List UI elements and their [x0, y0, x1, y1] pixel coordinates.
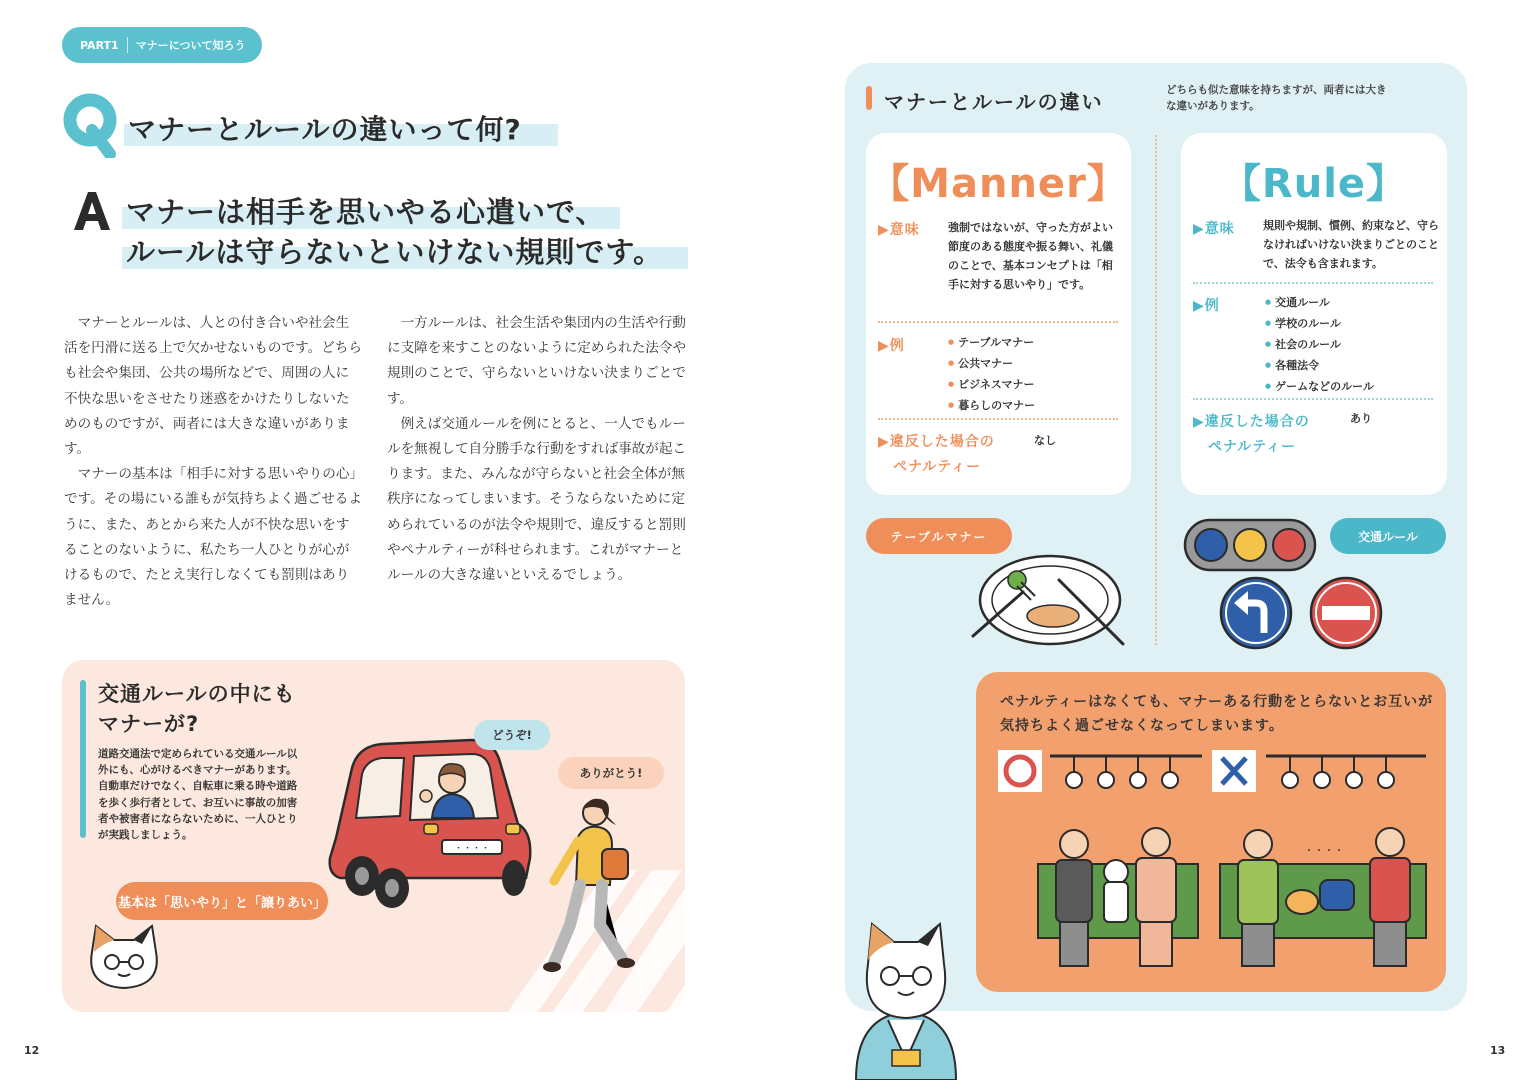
list-item: ● ビジネスマナー	[948, 375, 1035, 396]
manner-divider	[878, 321, 1118, 323]
a-mark-icon	[72, 190, 112, 232]
part-divider	[127, 37, 128, 53]
list-item: ● 社会のルール	[1265, 335, 1374, 356]
manner-penalty-label-2: ペナルティー	[893, 459, 982, 475]
bad-manner-train-illustration	[1210, 748, 1436, 974]
manner-example-label: ▶例	[878, 338, 905, 354]
center-dotted-divider	[1155, 135, 1157, 645]
answer-line-2: ルールは守らないといけない規則です。	[126, 235, 664, 269]
body-paragraph: マナーの基本は「相手に対する思いやりの心」です。その場にいる誰もが気持ちよく過ごせるように、また、あとから来た人が不快な思いをすることのないように、私たち一人ひとりが心がけるもので、たとえ実行しなくても罰則はありません。	[64, 466, 362, 609]
speech-bubble-driver: どうぞ!	[474, 720, 550, 750]
list-item: ● 学校のルール	[1265, 314, 1374, 335]
rule-heading: 【Rule】	[1220, 161, 1408, 207]
comparison-note: どちらも似た意味を持ちますが、両者には大きな違いがあります。	[1166, 84, 1387, 112]
list-item: ● 公共マナー	[948, 354, 1035, 375]
rule-penalty-label-1: ▶違反した場合の	[1193, 414, 1310, 430]
manner-example-list	[948, 333, 1035, 417]
traffic-rule-bubble: 交通ルール	[1330, 518, 1446, 554]
traffic-panel-accent-bar	[80, 680, 86, 838]
body-paragraph: 例えば交通ルールを例にとると、一人でもルールを無視して自分勝手な行動をすれば事故が起こります。また、みんなが守らないと社会全体が無秩序になってしまいます。そうならないために定められているのが法令や規則で、違反すると罰則やペナルティーが科せられます。これがマナーとルールの大きな違いといえるでしょう。	[387, 415, 687, 584]
table-manner-bubble: テーブルマナー	[866, 518, 1012, 554]
part-label: PART1	[80, 38, 119, 52]
page-number-left: 12	[24, 1044, 40, 1057]
question-title: マナーとルールの違いって何?	[128, 113, 522, 146]
rule-meaning-text: 規則や規制、慣例、約束など、守らなければいけない決まりごとのことで、法令も含まれます。	[1263, 219, 1439, 270]
good-manner-train-illustration	[996, 748, 1210, 974]
rule-example-list	[1265, 293, 1374, 398]
rule-meaning-label: ▶意味	[1193, 221, 1235, 237]
body-column-2	[387, 311, 689, 588]
walking-woman-illustration	[540, 795, 640, 975]
speech-bubble-walker: ありがとう!	[558, 757, 664, 789]
manner-penalty-label-1: ▶違反した場合の	[878, 434, 995, 450]
list-item: ● 交通ルール	[1265, 293, 1374, 314]
manner-penalty-value: なし	[1034, 434, 1056, 447]
turn-left-sign-icon	[1218, 575, 1294, 651]
cat-mascot-icon	[84, 922, 164, 992]
manner-meaning-label: ▶意味	[878, 222, 920, 238]
list-item: ● テーブルマナー	[948, 333, 1035, 354]
rule-divider	[1193, 282, 1433, 284]
manner-heading: 【Manner】	[869, 161, 1128, 207]
rule-divider	[1193, 398, 1433, 400]
list-item: ● 暮らしのマナー	[948, 396, 1035, 417]
kimono-cat-mascot-icon	[848, 920, 964, 1080]
page-number-right: 13	[1490, 1044, 1506, 1057]
traffic-panel-title-2: マナーが?	[98, 712, 200, 736]
annoyed-dots: ・・・・	[1304, 846, 1344, 857]
rule-penalty-value: あり	[1350, 412, 1372, 425]
part-title: マナーについて知ろう	[135, 39, 246, 52]
body-paragraph: マナーとルールは、人との付き合いや社会生活を円滑に送る上で欠かせないものです。どちらも社会や集団、公共の場所などで、周囲の人に不快な思いをさせたり迷惑をかけたりしないためのものですが、両者には大きな違いがあります。	[64, 315, 362, 458]
penalty-panel-text: ペナルティーはなくても、マナーある行動をとらないとお互いが気持ちよく過ごせなくなってしまいます。	[1000, 694, 1434, 734]
part-header-pill	[62, 27, 262, 63]
red-car-illustration	[322, 728, 534, 908]
traffic-signal-icon	[1183, 518, 1317, 572]
plate-illustration	[965, 550, 1135, 650]
answer-line-1: マナーは相手を思いやる心遣いで、	[126, 195, 606, 229]
rule-penalty-label-2: ペナルティー	[1208, 439, 1297, 455]
q-mark-icon	[62, 92, 122, 158]
rule-example-label: ▶例	[1193, 298, 1220, 314]
traffic-panel-title-1: 交通ルールの中にも	[98, 682, 296, 706]
cat-speech-bubble: 基本は「思いやり」と「譲りあい」	[116, 882, 328, 920]
traffic-panel-description: 道路交通法で定められている交通ルール以外にも、心がけるべきマナーがあります。自動車だけでなく、自転車に乗る時や道路を歩く歩行者として、お互いに事故の加害者や被害者にならないために、一人ひとりが実践しましょう。	[98, 748, 298, 842]
comparison-accent-bar	[866, 86, 872, 110]
body-paragraph: 一方ルールは、社会生活や集団内の生活や行動に支障を来すことのないように定められた法令や規則のことで、守らないといけない決まりごとです。	[387, 315, 687, 407]
body-column-1	[64, 311, 362, 613]
license-plate: ・・・・	[453, 844, 491, 854]
list-item: ● ゲームなどのルール	[1265, 377, 1374, 398]
list-item: ● 各種法令	[1265, 356, 1374, 377]
no-entry-sign-icon	[1308, 575, 1384, 651]
manner-divider	[878, 418, 1118, 420]
manner-meaning-text: 強制ではないが、守った方がよい節度のある態度や振る舞い、礼儀のことで、基本コンセプトは「相手に対する思いやり」です。	[948, 221, 1113, 291]
comparison-title: マナーとルールの違い	[884, 90, 1104, 114]
